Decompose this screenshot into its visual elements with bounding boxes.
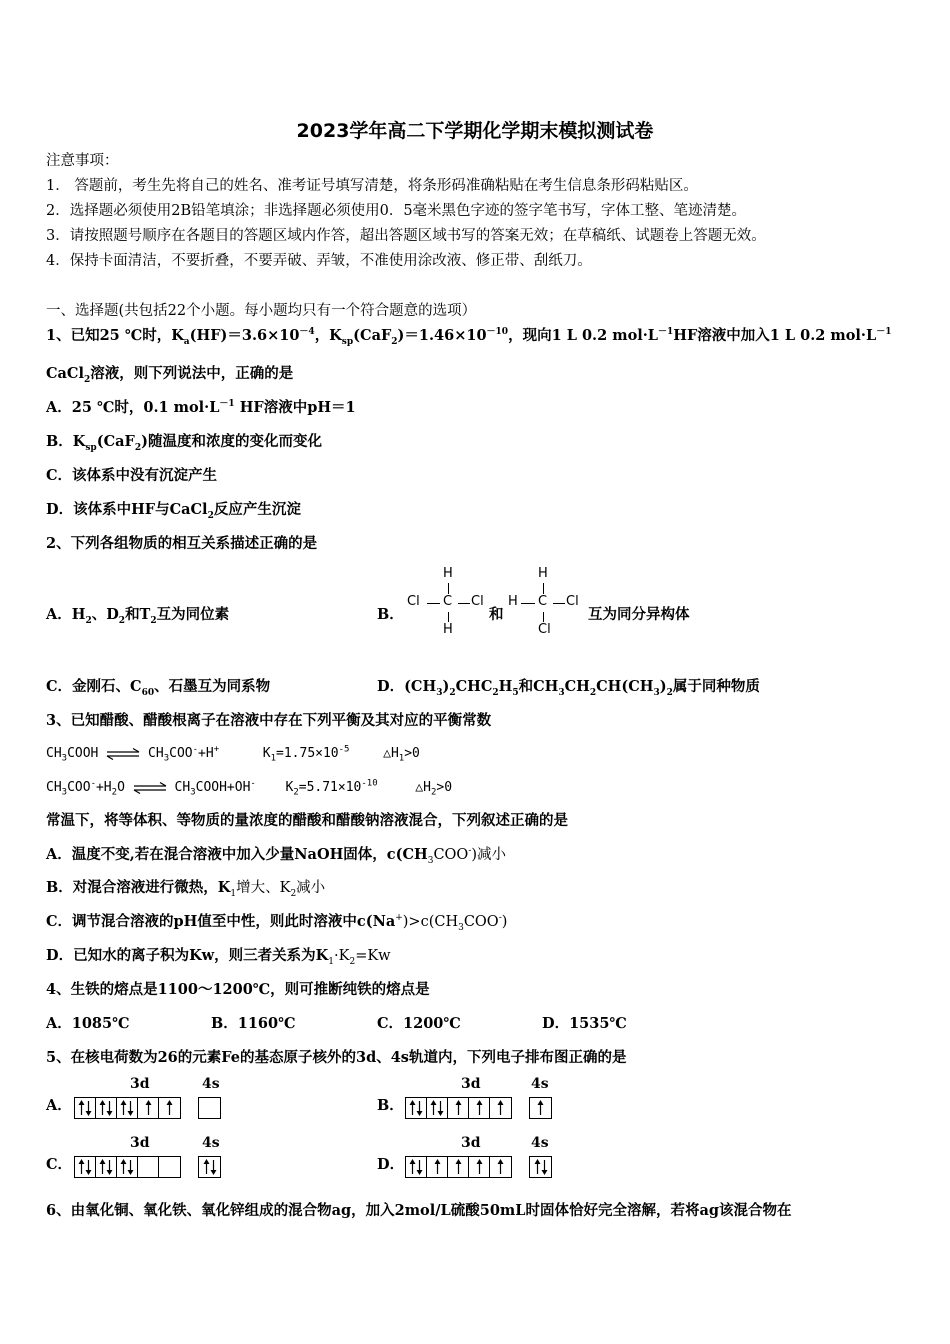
orbital-4s — [198, 1156, 221, 1178]
orbital-3d — [405, 1156, 512, 1178]
orbital-box — [75, 1157, 96, 1177]
q1-stem-cont: CaCl$_2$溶液，则下列说法中，正确的是 — [46, 365, 294, 385]
q5-option-c: C． — [46, 1156, 73, 1173]
notice-item: 4．保持卡面清洁，不要折叠，不要弄破、弄皱，不准使用涂改液、修正带、刮纸刀。 — [46, 253, 592, 269]
orbital-box — [159, 1098, 180, 1118]
spin-up-arrow-icon — [534, 1159, 541, 1175]
q1-option-c: C．该体系中没有沉淀产生 — [46, 467, 218, 484]
q3-option-b: B．对混合溶液进行微热，$K_1$增大、$K_2$减小 — [46, 879, 326, 899]
orbital-box — [427, 1098, 448, 1118]
spin-up-arrow-icon — [409, 1159, 416, 1175]
q4-option-d: D．1535℃ — [542, 1015, 627, 1032]
orbital-box — [448, 1098, 469, 1118]
page-title: 2023学年高二下学期化学期末模拟测试卷 — [296, 120, 654, 142]
equilibrium-arrow-icon — [106, 748, 140, 760]
orbital-box — [138, 1098, 159, 1118]
q2-option-d: D．$(CH_3)_2CHC_2H_5$和$CH_3CH_2CH(CH_3)_2$属于同种物质 — [377, 678, 760, 698]
spin-down-arrow-icon — [541, 1159, 548, 1175]
spin-up-arrow-icon — [99, 1100, 106, 1116]
orbital-3d — [405, 1097, 512, 1119]
q1-stem: 1、已知25 ℃时，$K_a(HF)=3.6\times 10^{-4}$，$K_{sp}(CaF_2)=1.46\times 10^{-10}$，现向1 L 0.2 $mol\cdot L^{-1}HF$溶液中加入1 L 0.2 $mol\cdot L^{-1}$ — [46, 327, 892, 347]
q3-option-d: D．已知水的离子积为Kw，则三者关系为$K_1\cdot K_2=Kw$ — [46, 947, 391, 967]
spin-up-arrow-icon — [476, 1100, 483, 1116]
q4-stem: 4、生铁的熔点是1100～1200℃，则可推断纯铁的熔点是 — [46, 981, 430, 998]
spin-up-arrow-icon — [99, 1159, 106, 1175]
orbital-box — [427, 1157, 448, 1177]
spin-down-arrow-icon — [106, 1100, 113, 1116]
q2-option-a: A．$H_2$、$D_2$和$T_2$互为同位素 — [46, 606, 230, 626]
q1-option-b: B．$K_{sp}(CaF_2)$随温度和浓度的变化而变化 — [46, 433, 322, 453]
spin-up-arrow-icon — [166, 1100, 173, 1116]
dichloromethane-structure: H Cl C Cl H — [407, 566, 484, 637]
q3-option-a: A．温度不变,若在混合溶液中加入少量NaOH固体，$c(CH_3COO^-)$减小 — [46, 846, 507, 866]
q6-stem: 6、由氧化铜、氧化铁、氧化锌组成的混合物ag，加入2mol/L硫酸50mL时固体恰好完全溶解，若将ag该混合物在 — [46, 1202, 792, 1219]
orbital-3d — [74, 1097, 181, 1119]
spin-up-arrow-icon — [203, 1159, 210, 1175]
spin-up-arrow-icon — [120, 1100, 127, 1116]
equilibrium-arrow-icon — [133, 782, 167, 794]
orbital-4s — [529, 1097, 552, 1119]
q1-option-d: D．该体系中HF与CaCl$_2$反应产生沉淀 — [46, 501, 301, 521]
q2-and: 和 — [489, 606, 504, 623]
orbital-3d — [74, 1156, 181, 1178]
spin-up-arrow-icon — [430, 1100, 437, 1116]
q5-option-d: D． — [377, 1156, 405, 1173]
orbital-box — [117, 1098, 138, 1118]
spin-up-arrow-icon — [455, 1100, 462, 1116]
q5-stem: 5、在核电荷数为26的元素Fe的基态原子核外的3d、4s轨道内，下列电子排布图正确的是 — [46, 1049, 627, 1066]
orbital-box — [138, 1157, 159, 1177]
q4-option-b: B．1160℃ — [211, 1015, 296, 1032]
spin-down-arrow-icon — [416, 1100, 423, 1116]
q3-equilibrium-1: $CH_3COOH$ $CH_3COO^-+H^+$ $K_1=1.75\times 10^{-5}$ $\triangle H_1>0$ — [46, 744, 420, 764]
spin-up-arrow-icon — [434, 1159, 441, 1175]
spin-down-arrow-icon — [416, 1159, 423, 1175]
notice-item: 1． 答题前，考生先将自己的姓名、准考证号填写清楚，将条形码准确粘贴在考生信息条形码粘贴区。 — [46, 178, 698, 194]
spin-up-arrow-icon — [537, 1100, 544, 1116]
spin-down-arrow-icon — [127, 1100, 134, 1116]
q1-option-a: A．25 ℃时，0.1 $mol\cdot L^{-1}$ HF溶液中pH＝1 — [46, 399, 356, 416]
orbital-box — [96, 1157, 117, 1177]
orbital-4s — [198, 1097, 221, 1119]
orbital-box — [117, 1157, 138, 1177]
q3-stem: 3、已知醋酸、醋酸根离子在溶液中存在下列平衡及其对应的平衡常数 — [46, 712, 492, 729]
spin-down-arrow-icon — [210, 1159, 217, 1175]
spin-down-arrow-icon — [106, 1159, 113, 1175]
orbital-box — [159, 1157, 180, 1177]
notice-item: 2．选择题必须使用2B铅笔填涂；非选择题必须使用0．5毫米黑色字迹的签字笔书写，字体工整、笔迹清楚。 — [46, 203, 747, 219]
q4-option-c: C．1200℃ — [377, 1015, 461, 1032]
q2-option-b-label: B． — [377, 606, 404, 623]
spin-up-arrow-icon — [120, 1159, 127, 1175]
spin-up-arrow-icon — [78, 1159, 85, 1175]
spin-up-arrow-icon — [476, 1159, 483, 1175]
orbital-box — [530, 1157, 551, 1177]
orbital-box — [199, 1098, 220, 1118]
notice-heading: 注意事项： — [46, 153, 119, 169]
q3-option-c: C．调节混合溶液的pH值至中性，则此时溶液中$c(Na^+)>c(CH_3COO^-)$ — [46, 913, 508, 933]
spin-down-arrow-icon — [127, 1159, 134, 1175]
notice-item: 3．请按照题号顺序在各题目的答题区域内作答，超出答题区域书写的答案无效；在草稿纸、试题卷上答题无效。 — [46, 228, 766, 244]
spin-up-arrow-icon — [497, 1159, 504, 1175]
orbital-box — [469, 1098, 490, 1118]
dichloromethane-structure-alt: H H C Cl Cl — [508, 566, 579, 637]
orbital-box — [406, 1098, 427, 1118]
orbital-box — [199, 1157, 220, 1177]
orbital-box — [75, 1098, 96, 1118]
spin-down-arrow-icon — [85, 1100, 92, 1116]
spin-up-arrow-icon — [497, 1100, 504, 1116]
q3-equilibrium-2: $CH_3COO^-+H_2O$ $CH_3COOH+OH^-$ $K_2=5.71\times 10^{-10}$ $\triangle H_2>0$ — [46, 778, 453, 798]
section-heading: 一、选择题(共包括22个小题。每小题均只有一个符合题意的选项） — [46, 303, 477, 319]
q3-stem-2: 常温下，将等体积、等物质的量浓度的醋酸和醋酸钠溶液混合，下列叙述正确的是 — [46, 812, 568, 829]
spin-down-arrow-icon — [437, 1100, 444, 1116]
spin-up-arrow-icon — [455, 1159, 462, 1175]
q2-option-c: C．金刚石、$C_{60}$、石墨互为同系物 — [46, 678, 271, 698]
spin-up-arrow-icon — [78, 1100, 85, 1116]
q4-option-a: A．1085℃ — [46, 1015, 130, 1032]
orbital-4s — [529, 1156, 552, 1178]
q2-option-b-tail: 互为同分异构体 — [588, 606, 690, 623]
q2-stem: 2、下列各组物质的相互关系描述正确的是 — [46, 535, 318, 552]
orbital-box — [406, 1157, 427, 1177]
orbital-box — [448, 1157, 469, 1177]
orbital-box — [96, 1098, 117, 1118]
spin-up-arrow-icon — [145, 1100, 152, 1116]
spin-down-arrow-icon — [85, 1159, 92, 1175]
orbital-box — [490, 1157, 511, 1177]
orbital-box — [469, 1157, 490, 1177]
q5-option-a: A． — [46, 1097, 72, 1114]
spin-up-arrow-icon — [409, 1100, 416, 1116]
orbital-box — [490, 1098, 511, 1118]
q5-option-b: B． — [377, 1097, 404, 1114]
orbital-box — [530, 1098, 551, 1118]
